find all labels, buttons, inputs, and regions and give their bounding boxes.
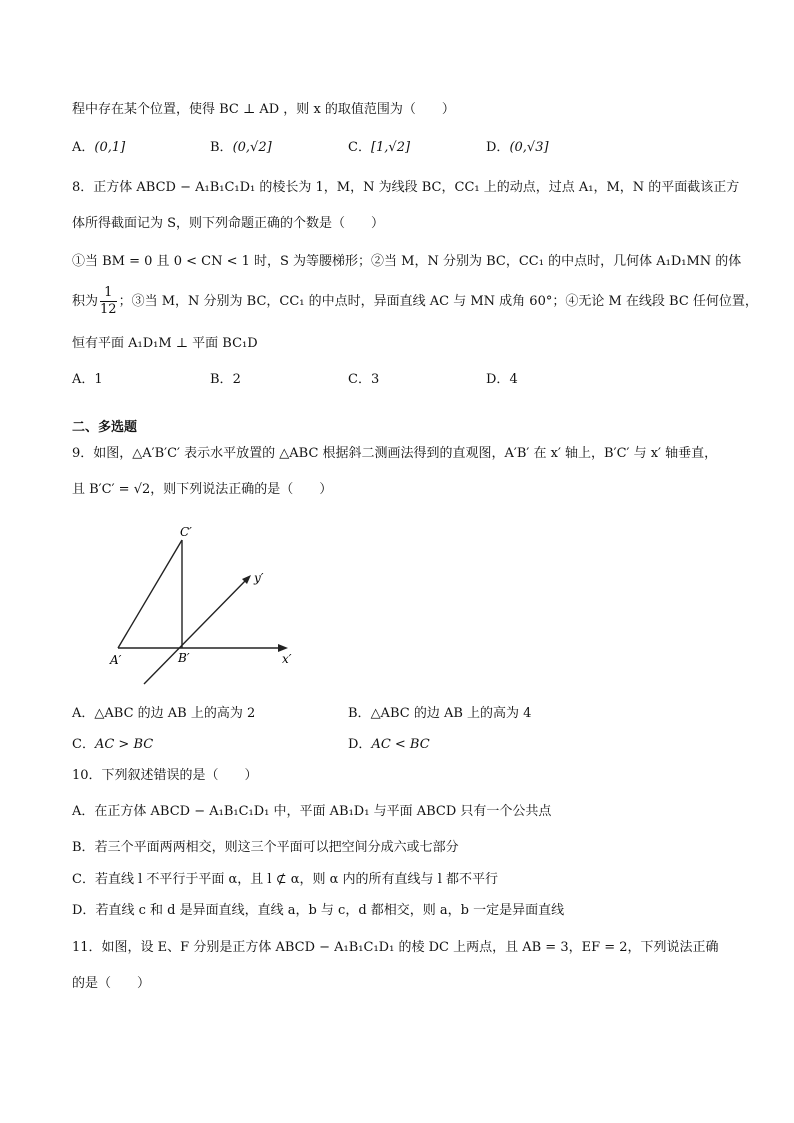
q8-option-a[interactable] bbox=[72, 370, 103, 390]
option-label: D． bbox=[348, 737, 372, 752]
q7-continuation: 程中存在某个位置，使得 BC ⊥ AD ，则 x 的取值范围为（ ） bbox=[72, 102, 455, 117]
section-heading: 二、多选题 bbox=[72, 420, 138, 435]
option-label: B． bbox=[72, 840, 95, 855]
option-label: A． bbox=[72, 804, 95, 819]
option-label: C． bbox=[348, 140, 371, 155]
option-label: B． bbox=[210, 140, 233, 155]
q8-statement-line2 bbox=[72, 285, 758, 318]
option-text: △ABC 的边 AB 上的高为 2 bbox=[94, 706, 256, 721]
q8-stem-line1: 8．正方体 ABCD − A₁B₁C₁D₁ 的棱长为 1，M，N 为线段 BC，CC₁ 上的动点，过点 A₁，M，N 的平面截该正方 bbox=[72, 180, 740, 195]
q8-option-b[interactable] bbox=[210, 370, 241, 390]
y-axis bbox=[144, 578, 248, 684]
q10-option-a[interactable] bbox=[72, 802, 551, 822]
option-text: 若三个平面两两相交，则这三个平面可以把空间分成六或七部分 bbox=[94, 840, 459, 855]
q8-statement-line3: 恒有平面 A₁D₁M ⊥ 平面 BC₁D bbox=[72, 336, 258, 351]
q7-option-d[interactable] bbox=[486, 138, 549, 158]
q10-stem: 10．下列叙述错误的是（ ） bbox=[72, 768, 258, 783]
option-label: D． bbox=[486, 140, 510, 155]
fraction bbox=[100, 285, 117, 318]
option-label: C． bbox=[72, 872, 95, 887]
option-text: 2 bbox=[232, 372, 241, 387]
q11-stem-line2: 的是（ ） bbox=[72, 976, 151, 991]
q10-option-b[interactable] bbox=[72, 838, 459, 858]
option-text: 若直线 c 和 d 是异面直线，直线 a，b 与 c，d 都相交，则 a，b 一定是异面直线 bbox=[95, 903, 565, 918]
option-text: 3 bbox=[370, 372, 380, 387]
option-label: B． bbox=[210, 372, 233, 387]
q8-stem-line2: 体所得截面记为 S，则下列命题正确的个数是（ ） bbox=[72, 216, 385, 231]
option-text: 4 bbox=[509, 372, 518, 387]
side-a-c bbox=[118, 540, 182, 648]
q9-option-a[interactable] bbox=[72, 704, 255, 724]
q8-option-c[interactable] bbox=[348, 370, 379, 390]
option-text: (0,√3] bbox=[509, 140, 549, 155]
option-text: (0,1] bbox=[94, 140, 126, 155]
label-c: C′ bbox=[180, 525, 192, 539]
x-axis-arrow bbox=[278, 644, 288, 652]
q8-statement-line1: ①当 BM = 0 且 0 < CN < 1 时，S 为等腰梯形；②当 M，N 分别为 BC，CC₁ 的中点时，几何体 A₁D₁MN 的体 bbox=[72, 254, 742, 269]
option-label: C． bbox=[348, 372, 371, 387]
option-text: 在正方体 ABCD − A₁B₁C₁D₁ 中，平面 AB₁D₁ 与平面 ABCD 只有一个公共点 bbox=[94, 804, 552, 819]
option-label: A． bbox=[72, 706, 95, 721]
q7-option-a[interactable] bbox=[72, 138, 125, 158]
fraction-numerator: 1 bbox=[100, 285, 117, 302]
oblique-drawing-figure bbox=[96, 520, 316, 690]
q11-stem-line1: 11．如图，设 E、F 分别是正方体 ABCD − A₁B₁C₁D₁ 的棱 DC 上两点，且 AB = 3，EF = 2，下列说法正确 bbox=[72, 940, 719, 955]
option-text: [1,√2] bbox=[370, 140, 411, 155]
q9-option-d[interactable] bbox=[348, 735, 430, 755]
q7-option-b[interactable] bbox=[210, 138, 272, 158]
option-text: 若直线 l 不平行于平面 α，且 l ⊄ α，则 α 内的所有直线与 l 都不平行 bbox=[94, 872, 498, 887]
q7-option-c[interactable] bbox=[348, 138, 410, 158]
label-a: A′ bbox=[110, 653, 122, 667]
q9-stem-line1: 9．如图，△A′B′C′ 表示水平放置的 △ABC 根据斜二测画法得到的直观图，A′B′ 在 x′ 轴上，B′C′ 与 x′ 轴垂直， bbox=[72, 446, 718, 461]
option-text: △ABC 的边 AB 上的高为 4 bbox=[370, 706, 532, 721]
label-x: x′ bbox=[282, 652, 292, 666]
label-y: y′ bbox=[254, 571, 264, 585]
fraction-denominator: 12 bbox=[100, 302, 117, 317]
option-label: D． bbox=[486, 372, 510, 387]
option-label: A． bbox=[72, 140, 95, 155]
q10-option-c[interactable] bbox=[72, 870, 498, 890]
option-label: D． bbox=[72, 903, 96, 918]
option-label: B． bbox=[348, 706, 371, 721]
q8-option-d[interactable] bbox=[486, 370, 518, 390]
option-text: (0,√2] bbox=[232, 140, 272, 155]
option-text: 1 bbox=[94, 372, 103, 387]
option-label: C． bbox=[72, 737, 95, 752]
label-b: B′ bbox=[178, 651, 190, 665]
volume-label: 积为 bbox=[72, 294, 99, 309]
option-text: AC > BC bbox=[94, 737, 154, 752]
q9-option-b[interactable] bbox=[348, 704, 531, 724]
option-label: A． bbox=[72, 372, 95, 387]
statement-rest: ；③当 M，N 分别为 BC，CC₁ 的中点时，异面直线 AC 与 MN 成角 60°；④无论 M 在线段 BC 任何位置， bbox=[118, 294, 758, 309]
q9-option-c[interactable] bbox=[72, 735, 153, 755]
q10-option-d[interactable] bbox=[72, 901, 564, 921]
option-text: AC < BC bbox=[371, 737, 430, 752]
q9-stem-line2: 且 B′C′ = √2，则下列说法正确的是（ ） bbox=[72, 482, 333, 497]
